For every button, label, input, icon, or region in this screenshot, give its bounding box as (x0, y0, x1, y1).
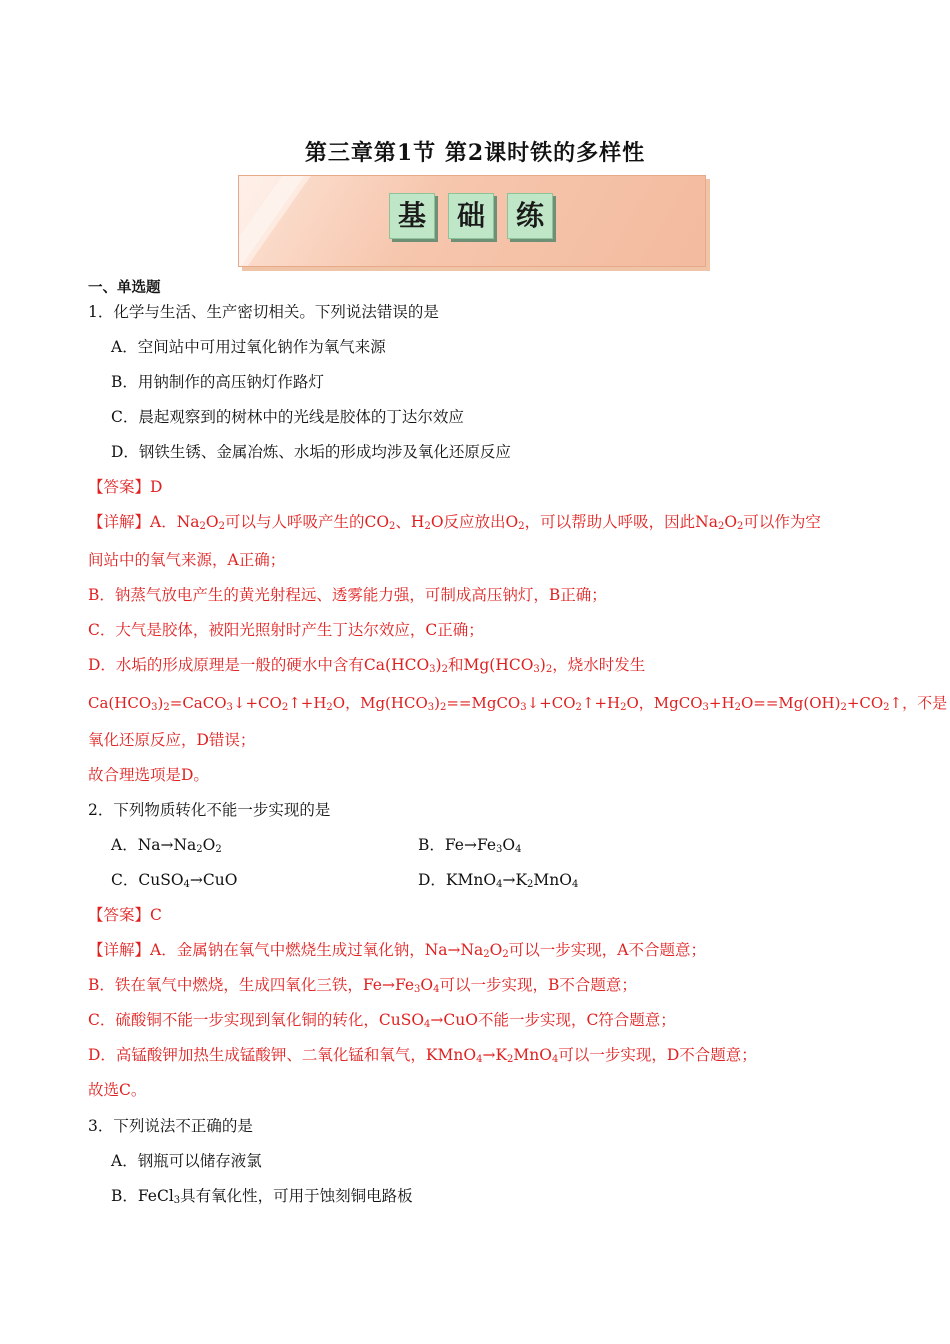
q3-option-b: B．FeCl$_3$具有氧化性，可用于蚀刻铜电路板 (111, 1187, 413, 1206)
q1-answer: 【答案】D (88, 478, 163, 496)
q1-stem: 1．化学与生活、生产密切相关。下列说法错误的是 (88, 303, 439, 321)
q2-explain-line1: 【详解】A．金属钠在氧气中燃烧生成过氧化钠，$Na\to Na_2O_2$可以一步实现，A不合题意； (88, 941, 706, 960)
q2-explain-line5: 故选C。 (88, 1081, 147, 1099)
q2-option-d: D．$KMnO_4\to K_2MnO_4$ (418, 871, 579, 890)
banner-char-2: 础 (448, 193, 494, 239)
page-title: 第三章第1节 第2课时铁的多样性 (304, 140, 646, 166)
q2-option-c: C．CuSO$_4$→CuO (111, 871, 238, 890)
q1-explain-line1: 【详解】A．$Na_2O_2$可以与人呼吸产生的$CO_2$、$H_2O$反应放出$O_2$，可以帮助人呼吸，因此$Na_2O_2$可以作为空 (88, 513, 821, 532)
q1-explain-line7: 氧化还原反应，D错误； (88, 731, 256, 749)
q1-option-c: C．晨起观察到的树林中的光线是胶体的丁达尔效应 (111, 408, 464, 426)
q1-explain-line6: $Ca(HCO_3)_2=CaCO_3↓+CO_2↑+H_2O$，$Mg(HCO_3)_2==MgCO_3↓+CO_2↑+H_2O$，$MgCO_3+H_2O==Mg(OH)_2+CO_2↑$，不是 (88, 694, 948, 713)
q1-explain-line2: 间站中的氧气来源，A正确； (88, 551, 286, 569)
banner-char-1: 基 (389, 193, 435, 239)
q1-explain-line8: 故合理选项是D。 (88, 766, 209, 784)
q2-explain-line4: D．高锰酸钾加热生成锰酸钾、二氧化锰和氧气，$KMnO_4\to K_2MnO_4$可以一步实现，D不合题意； (88, 1046, 757, 1065)
q1-option-d: D．钢铁生锈、金属冶炼、水垢的形成均涉及氧化还原反应 (111, 443, 511, 461)
q2-answer: 【答案】C (88, 906, 162, 924)
q2-explain-line3: C．硫酸铜不能一步实现到氧化铜的转化，CuSO$_4$→CuO不能一步实现，C符合题意； (88, 1011, 676, 1030)
q3-option-a: A．钢瓶可以储存液氯 (111, 1152, 262, 1170)
banner-char-3: 练 (507, 193, 553, 239)
q1-explain-line4: C．大气是胶体，被阳光照射时产生丁达尔效应，C正确； (88, 621, 484, 639)
q2-explain-line2: B．铁在氧气中燃烧，生成四氧化三铁，$Fe\to Fe_3O_4$可以一步实现，B不合题意； (88, 976, 637, 995)
q1-explain-line5: D．水垢的形成原理是一般的硬水中含有$Ca(HCO_3)_2$和$Mg(HCO_3)_2$，烧水时发生 (88, 656, 646, 675)
q1-option-b: B．用钠制作的高压钠灯作路灯 (111, 373, 324, 391)
q2-stem: 2．下列物质转化不能一步实现的是 (88, 801, 331, 819)
q2-option-b: B．$Fe\to Fe_3O_4$ (418, 836, 522, 855)
q3-stem: 3．下列说法不正确的是 (88, 1117, 253, 1135)
q1-explain-line3: B．钠蒸气放电产生的黄光射程远、透雾能力强，可制成高压钠灯，B正确； (88, 586, 607, 604)
section-heading: 一、单选题 (88, 279, 161, 296)
q2-option-a: A．$Na\to Na_2O_2$ (111, 836, 222, 855)
practice-banner (238, 175, 706, 267)
q1-option-a: A．空间站中可用过氧化钠作为氧气来源 (111, 338, 386, 356)
